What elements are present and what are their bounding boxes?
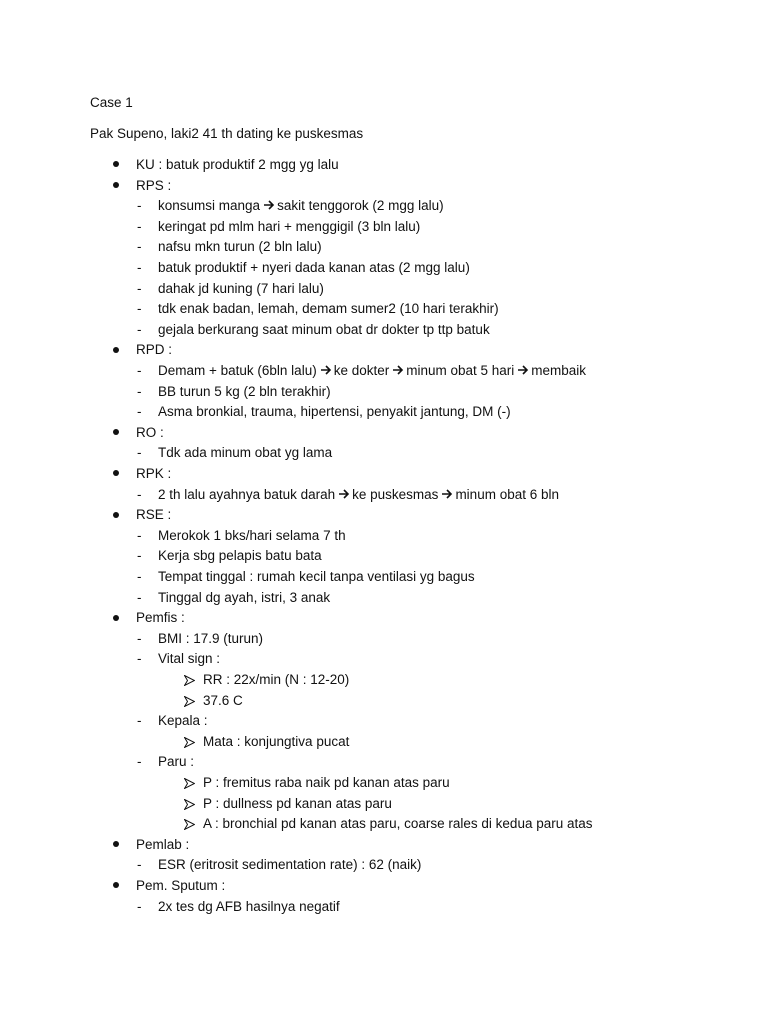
item-text: Pem. Sputum : bbox=[136, 878, 226, 893]
item-text: Tinggal dg ayah, istri, 3 anak bbox=[158, 589, 331, 605]
section-bullet bbox=[136, 465, 171, 483]
item-text: ESR (eritrosit sedimentation rate) : 62 (naik) bbox=[158, 857, 422, 873]
dash-item bbox=[158, 218, 420, 236]
item-text: batuk produktif + nyeri dada kanan atas (2 mgg lalu) bbox=[158, 260, 470, 275]
pointer-item bbox=[203, 692, 243, 710]
dash-item bbox=[158, 568, 475, 586]
dash-item bbox=[158, 589, 330, 607]
dash-item bbox=[158, 527, 346, 545]
item-text: BMI : 17.9 (turun) bbox=[158, 630, 264, 646]
dash-marker: - bbox=[137, 651, 142, 667]
item-text: minum obat 5 hari bbox=[406, 363, 515, 378]
pointer-marker bbox=[184, 774, 195, 792]
item-text: P : dullness pd kanan atas paru bbox=[203, 795, 392, 811]
pointer-item bbox=[203, 815, 593, 833]
dash-item bbox=[158, 403, 511, 421]
item-text: RSE : bbox=[136, 507, 172, 523]
right-arrow-icon bbox=[263, 199, 275, 211]
pointer-item bbox=[203, 733, 349, 751]
bullet-dot-icon bbox=[113, 836, 119, 854]
dash-item bbox=[158, 547, 322, 565]
item-text: 2 th lalu ayahnya batuk darah bbox=[158, 486, 336, 502]
dash-marker: - bbox=[137, 383, 142, 399]
item-text: RPK : bbox=[136, 466, 172, 481]
pointer-item bbox=[203, 671, 349, 689]
item-text: RPD : bbox=[136, 342, 173, 358]
arrowhead-bullet-icon bbox=[184, 778, 195, 789]
item-text: Tdk ada minum obat yg lama bbox=[158, 445, 333, 461]
item-text: konsumsi manga bbox=[158, 198, 261, 214]
section-bullet bbox=[136, 156, 339, 174]
dash-marker: - bbox=[137, 898, 142, 914]
pointer-marker bbox=[184, 671, 195, 689]
dash-item bbox=[158, 383, 331, 401]
dash-marker: - bbox=[137, 404, 142, 420]
item-text: BB turun 5 kg (2 bln terakhir) bbox=[158, 383, 331, 399]
patient-intro: Pak Supeno, laki2 41 th dating ke puskesmas bbox=[90, 126, 364, 141]
item-text: sakit tenggorok (2 mgg lalu) bbox=[277, 198, 444, 214]
bullet-dot-icon bbox=[113, 156, 119, 174]
dash-item bbox=[158, 300, 499, 318]
item-text: ke puskesmas bbox=[352, 486, 439, 502]
dash-item bbox=[158, 238, 322, 256]
dash-item bbox=[158, 856, 421, 874]
dash-marker: - bbox=[137, 198, 142, 214]
section-bullet bbox=[136, 877, 225, 895]
dash-marker: - bbox=[137, 527, 142, 543]
item-text: minum obat 6 bln bbox=[455, 486, 559, 502]
dash-item bbox=[158, 197, 444, 215]
item-text: Kerja sbg pelapis batu bata bbox=[158, 548, 322, 564]
section-bullet bbox=[136, 506, 171, 524]
dash-marker: - bbox=[137, 857, 142, 873]
right-arrow-icon bbox=[517, 364, 529, 376]
dash-item bbox=[158, 486, 559, 504]
arrowhead-bullet-icon bbox=[184, 696, 195, 707]
pointer-item bbox=[203, 795, 392, 813]
dash-item bbox=[158, 362, 586, 380]
right-arrow-icon bbox=[441, 488, 453, 500]
dash-item bbox=[158, 321, 490, 339]
bullet-dot-icon bbox=[113, 341, 119, 359]
dash-marker: - bbox=[137, 260, 142, 275]
arrowhead-bullet-icon bbox=[184, 799, 195, 810]
item-text: gejala berkurang saat minum obat dr dokter tp ttp batuk bbox=[158, 321, 490, 337]
dash-marker: - bbox=[137, 630, 142, 646]
item-text: nafsu mkn turun (2 bln lalu) bbox=[158, 239, 322, 255]
arrowhead-bullet-icon bbox=[184, 737, 195, 748]
bullet-dot-icon bbox=[113, 609, 119, 627]
item-text: P : fremitus raba naik pd kanan atas paru bbox=[203, 775, 450, 790]
bullet-dot-icon bbox=[113, 424, 119, 442]
dash-marker: - bbox=[137, 548, 142, 564]
right-arrow-icon bbox=[320, 364, 332, 376]
item-text: RPS : bbox=[136, 177, 172, 193]
item-text: Vital sign : bbox=[158, 651, 221, 667]
dash-item bbox=[158, 259, 470, 277]
section-bullet bbox=[136, 609, 185, 627]
bullet-dot-icon bbox=[113, 506, 119, 524]
bullet-dot-icon bbox=[113, 877, 119, 895]
dash-marker: - bbox=[137, 301, 142, 317]
item-text: 2x tes dg AFB hasilnya negatif bbox=[158, 898, 340, 914]
item-text: Merokok 1 bks/hari selama 7 th bbox=[158, 527, 346, 543]
pointer-item bbox=[203, 774, 450, 792]
right-arrow-icon bbox=[338, 488, 350, 500]
item-text: Paru : bbox=[158, 754, 195, 770]
document-heading: Case 1 bbox=[90, 95, 133, 110]
dash-marker: - bbox=[137, 321, 142, 337]
pointer-marker bbox=[184, 733, 195, 751]
item-text: RR : 22x/min (N : 12-20) bbox=[203, 672, 350, 687]
right-arrow-icon bbox=[392, 364, 404, 376]
dash-marker: - bbox=[137, 569, 142, 584]
item-text: RO : bbox=[136, 424, 164, 440]
item-text: Mata : konjungtiva pucat bbox=[203, 733, 350, 749]
pointer-marker bbox=[184, 815, 195, 833]
item-text: tdk enak badan, lemah, demam sumer2 (10 hari terakhir) bbox=[158, 301, 499, 317]
section-bullet bbox=[136, 177, 171, 195]
item-text: KU : batuk produktif 2 mgg yg lalu bbox=[136, 157, 339, 172]
bullet-dot-icon bbox=[113, 177, 119, 195]
item-text: A : bronchial pd kanan atas paru, coarse rales di kedua paru atas bbox=[203, 816, 593, 832]
bullet-dot-icon bbox=[113, 465, 119, 483]
dash-item bbox=[158, 630, 263, 648]
dash-marker: - bbox=[137, 218, 142, 234]
dash-item bbox=[158, 280, 324, 298]
pointer-marker bbox=[184, 795, 195, 813]
item-text: Pemfis : bbox=[136, 610, 185, 626]
pointer-marker bbox=[184, 692, 195, 710]
dash-marker: - bbox=[137, 486, 142, 502]
item-text: ke dokter bbox=[333, 363, 390, 378]
arrowhead-bullet-icon bbox=[184, 675, 195, 686]
item-text: dahak jd kuning (7 hari lalu) bbox=[158, 280, 324, 296]
item-text: Kepala : bbox=[158, 713, 208, 729]
dash-marker: - bbox=[137, 363, 142, 378]
section-bullet bbox=[136, 424, 164, 442]
dash-item bbox=[158, 650, 220, 668]
item-text: Tempat tinggal : rumah kecil tanpa ventilasi yg bagus bbox=[158, 569, 475, 584]
dash-marker: - bbox=[137, 280, 142, 296]
item-text: keringat pd mlm hari + menggigil (3 bln lalu) bbox=[158, 218, 421, 234]
dash-item bbox=[158, 753, 194, 771]
arrowhead-bullet-icon bbox=[184, 819, 195, 830]
item-text: Pemlab : bbox=[136, 836, 190, 852]
dash-item bbox=[158, 898, 340, 916]
dash-marker: - bbox=[137, 239, 142, 255]
section-bullet bbox=[136, 836, 189, 854]
item-text: membaik bbox=[531, 363, 587, 378]
dash-marker: - bbox=[137, 713, 142, 729]
item-text: 37.6 C bbox=[203, 692, 243, 708]
item-text: Demam + batuk (6bln lalu) bbox=[158, 363, 317, 378]
dash-marker: - bbox=[137, 589, 142, 605]
dash-item bbox=[158, 444, 332, 462]
dash-item bbox=[158, 712, 208, 730]
dash-marker: - bbox=[137, 445, 142, 461]
dash-marker: - bbox=[137, 754, 142, 770]
item-text: Asma bronkial, trauma, hipertensi, penyakit jantung, DM (-) bbox=[158, 404, 511, 420]
section-bullet bbox=[136, 341, 172, 359]
